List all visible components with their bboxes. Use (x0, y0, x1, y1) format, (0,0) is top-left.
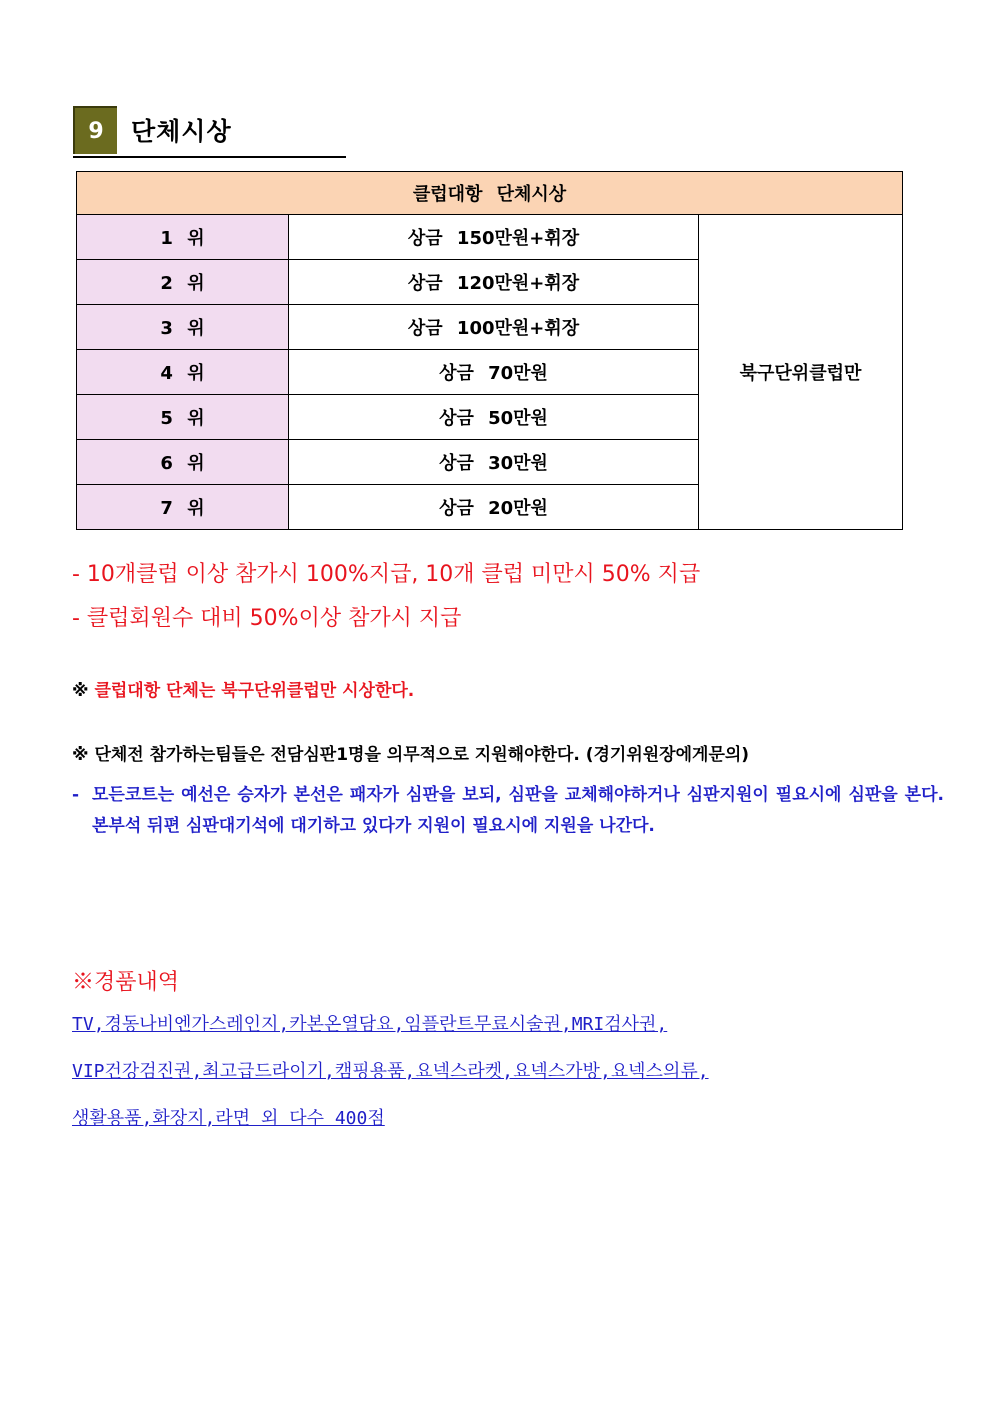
referee-rule-text: 모든코트는 예선은 승자가 본선은 패자가 심판을 보되, 심판을 교체해야하거나 심판지원이 필요시에 심판을 본다. 본부석 뒤편 심판대기석에 대기하고 있다가 지원이 필요시에 지원을 나간다. (92, 785, 944, 836)
prize-cell: 상금 30만원 (289, 440, 699, 485)
section-title: 단체시상 (131, 117, 232, 146)
rank-cell: 7 위 (77, 485, 289, 530)
rank-cell: 3 위 (77, 305, 289, 350)
referee-rule-paragraph (72, 780, 944, 842)
eligibility-note-cell: 북구단위클럽만 (699, 215, 903, 530)
section-heading (73, 106, 346, 158)
prize-cell: 상금 20만원 (289, 485, 699, 530)
table-row (77, 215, 903, 260)
prize-cell: 상금 50만원 (289, 395, 699, 440)
rank-cell: 2 위 (77, 260, 289, 305)
rank-cell: 1 위 (77, 215, 289, 260)
reference-mark: ※ (72, 681, 89, 701)
prize-cell: 상금 100만원+휘장 (289, 305, 699, 350)
notice-referee-requirement: ※ 단체전 참가하는팀들은 전담심판1명을 의무적으로 지원해야한다. (경기위원장에게문의) (72, 745, 750, 765)
rank-cell: 4 위 (77, 350, 289, 395)
gift-list-line: VIP건강검진권,최고급드라이기,캠핑용품,요넥스라켓,요넥스가방,요넥스의류, (72, 1061, 709, 1082)
prize-cell: 상금 120만원+휘장 (289, 260, 699, 305)
rank-cell: 6 위 (77, 440, 289, 485)
prize-cell: 상금 150만원+휘장 (289, 215, 699, 260)
gift-list-line: 생활용품,화장지,라면 외 다수 400점 (72, 1108, 385, 1129)
notice-north-gu-only (72, 676, 414, 701)
notice-text: 클럽대항 단체는 북구단위클럽만 시상한다. (94, 681, 415, 701)
gift-list-title: ※경품내역 (72, 970, 180, 995)
payment-condition-member-ratio: - 클럽회원수 대비 50%이상 참가시 지급 (72, 606, 462, 631)
rank-cell: 5 위 (77, 395, 289, 440)
list-dash: - (72, 785, 80, 805)
payment-condition-participation: - 10개클럽 이상 참가시 100%지급, 10개 클럽 미만시 50% 지급 (72, 562, 701, 587)
gift-list-line: TV,경동나비엔가스레인지,카본온열담요,임플란트무료시술권,MRI검사권, (72, 1014, 668, 1035)
prize-cell: 상금 70만원 (289, 350, 699, 395)
team-prize-table (76, 171, 903, 530)
section-number-badge: 9 (73, 106, 117, 154)
table-header: 클럽대항 단체시상 (77, 172, 903, 215)
